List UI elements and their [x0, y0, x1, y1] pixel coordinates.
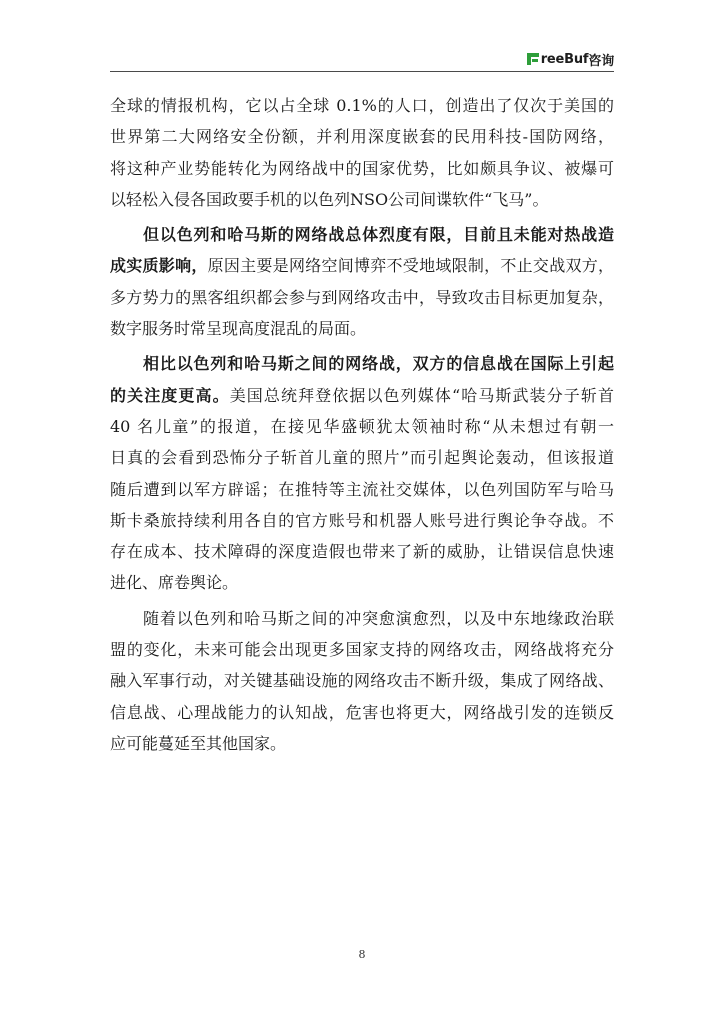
text-line	[110, 697, 614, 728]
body-text: 原因主要是网络空间博弈不受地域限制，不止交战双方，	[207, 256, 614, 276]
text-line	[110, 536, 614, 567]
body-text: 世界第二大网络安全份额，并利用深度嵌套的民用科技-国防网络，	[110, 127, 614, 147]
paragraph	[110, 348, 614, 598]
body-text: 多方势力的黑客组织都会参与到网络攻击中，导致攻击目标更加复杂，	[110, 287, 614, 307]
bold-lead-text: 的关注度更高。	[110, 385, 230, 405]
body-text: 40 名儿童”的报道，在接见华盛顿犹太领袖时称“从未想过有朝一	[110, 416, 614, 436]
paragraph	[110, 90, 614, 215]
text-line	[110, 313, 614, 344]
paragraph	[110, 219, 614, 344]
body-text: 全球的情报机构，它以占全球 0.1%的人口，创造出了仅次于美国的	[110, 96, 614, 115]
paragraph	[110, 603, 614, 759]
text-line	[110, 348, 614, 379]
page-number: 8	[358, 948, 366, 961]
text-line	[110, 380, 614, 411]
body-text: 应可能蔓延至其他国家。	[110, 733, 287, 753]
text-line	[110, 442, 614, 473]
body-text: 数字服务时常呈现高度混乱的局面。	[110, 319, 367, 339]
body-text: 美国总统拜登依据以色列媒体“哈马斯武装分子斩首	[229, 385, 614, 405]
text-line	[110, 250, 614, 281]
body-text: 融入军事行动，对关键基础设施的网络攻击不断升级，集成了网络战、	[110, 671, 614, 691]
bold-lead-text: 成实质影响，	[110, 256, 208, 276]
body-text: 进化、席卷舆论。	[110, 573, 239, 593]
text-line	[110, 474, 614, 505]
brand-logo	[526, 50, 614, 68]
body-text: 以轻松入侵各国政要手机的以色列NSO公司间谍软件“飞马”。	[110, 189, 549, 209]
body-text: 随着以色列和哈马斯之间的冲突愈演愈烈，以及中东地缘政治联	[143, 608, 614, 628]
text-line	[110, 505, 614, 536]
page-header	[110, 44, 614, 72]
text-line	[110, 153, 614, 184]
body-text: 盟的变化，未来可能会出现更多国家支持的网络攻击，网络战将充分	[110, 640, 614, 660]
text-line	[110, 728, 614, 759]
bold-lead-text: 相比以色列和哈马斯之间的网络战，双方的信息战在国际上引起	[143, 354, 614, 374]
body-text: 存在成本、技术障碍的深度造假也带来了新的威胁，让错误信息快速	[110, 542, 614, 562]
body-text: 斯卡桑旅持续利用各自的官方账号和机器人账号进行舆论争夺战。不	[110, 510, 614, 530]
body-text: 信息战、心理战能力的认知战，危害也将更大，网络战引发的连锁反	[110, 702, 614, 722]
text-line	[110, 603, 614, 634]
text-line	[110, 121, 614, 152]
text-line	[110, 184, 614, 215]
document-body	[110, 90, 614, 759]
text-line	[110, 411, 614, 442]
text-line	[110, 665, 614, 696]
text-line	[110, 567, 614, 598]
brand-name: reeBuf	[540, 51, 589, 67]
bold-lead-text: 但以色列和哈马斯的网络战总体烈度有限，目前且未能对热战造	[143, 225, 614, 245]
body-text: 日真的会看到恐怖分子斩首儿童的照片”而引起舆论轰动，但该报道	[110, 448, 614, 468]
text-line	[110, 90, 614, 121]
text-line	[110, 634, 614, 665]
body-text: 将这种产业势能转化为网络战中的国家优势，比如颇具争议、被爆可	[110, 158, 614, 178]
text-line	[110, 282, 614, 313]
freebuf-logo-icon	[526, 52, 540, 66]
brand-suffix: 咨询	[588, 53, 614, 69]
body-text: 随后遭到以军方辟谣；在推特等主流社交媒体，以色列国防军与哈马	[110, 479, 614, 499]
text-line	[110, 219, 614, 250]
